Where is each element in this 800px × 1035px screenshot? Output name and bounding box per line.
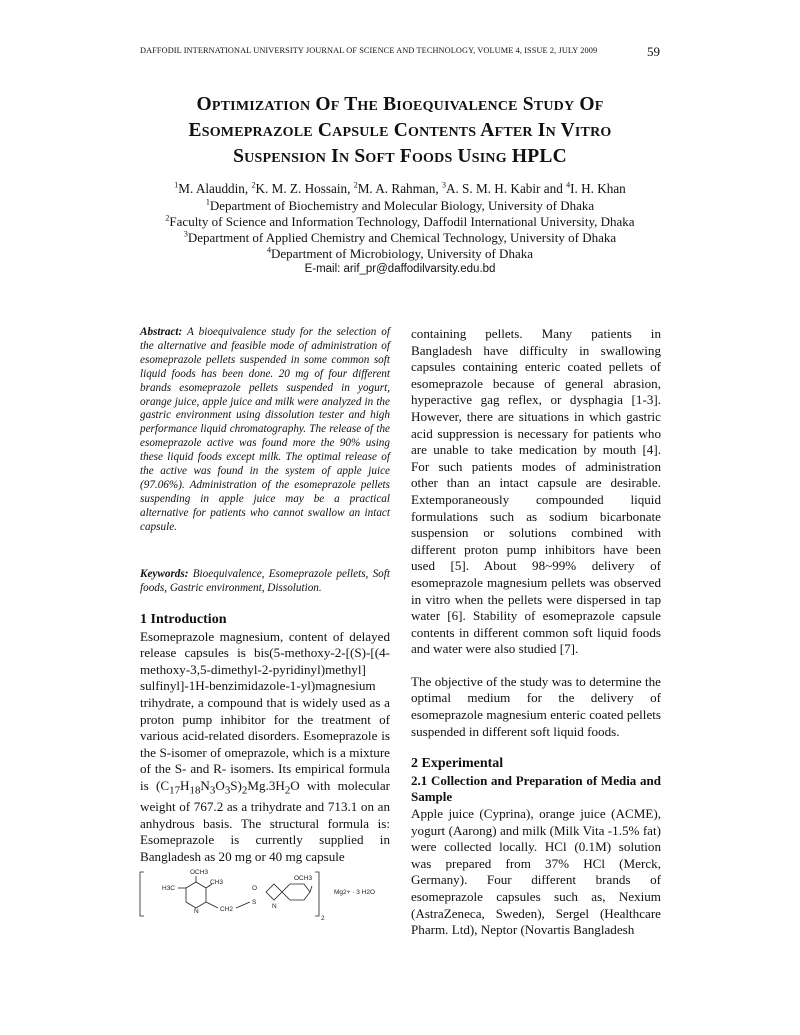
section-heading: 1 Introduction <box>140 612 227 627</box>
affiliation-text: Department of Biochemistry and Molecular Biology, University of Dhaka <box>209 198 595 213</box>
right-column <box>411 326 661 939</box>
formula-label: OCH3 <box>294 875 313 882</box>
author-name: I. H. Khan <box>570 181 626 196</box>
affiliation-sup: 4 <box>267 245 271 255</box>
affiliation <box>100 214 700 231</box>
formula-label: 2 <box>321 915 325 922</box>
author-sup: 2 <box>251 180 256 190</box>
formula-sub: 3 <box>224 784 231 797</box>
affiliation-sup: 1 <box>205 197 210 207</box>
formula-label: Mg2+ · 3 H2O <box>334 889 376 896</box>
abstract <box>140 326 390 535</box>
intro-text: O with molecular weight of 767.2 as a trihydrate and 713.1 on an anhydrous basis. The structural formula is: Esomeprazole is currently supplied in Bangladesh as 20 mg or 40 mg capsule <box>140 777 390 864</box>
author-list <box>100 181 700 197</box>
affiliation <box>100 198 700 215</box>
abstract-text: A bioequivalence study for the selection of the alternative and feasible mode of administration of esomeprazole pellets suspended in some common soft liquid foods has been done. 20 mg of four different brands esomeprazole pellets suspended in yogurt, orange juice, apple juice and milk were analyzed in the gastric environment using dissolution tester and high performance liquid chromatography. The release of the esomeprazole active was found more the 90% using these liquid foods except milk. The optimal release of the active was found in the system of apple juice (97.06%). Administration of the esomeprazole pellets suspending in apple juice may be a practical alternative for patients who cannot swallow an intact capsule. <box>140 326 390 533</box>
paper-title <box>100 92 700 170</box>
formula-label: H3C <box>162 885 176 892</box>
abstract-label: Abstract: <box>140 326 183 338</box>
intro-text: Mg.3H <box>247 777 285 793</box>
contact-email: E-mail: arif_pr@daffodilvarsity.edu.bd <box>304 263 496 275</box>
title-line: Suspension In Soft Foods Using HPLC <box>233 146 567 167</box>
intro-paragraph <box>140 629 390 866</box>
page-number: 59 <box>647 44 660 59</box>
formula-label: OCH3 <box>190 869 209 876</box>
formula-label: N <box>272 903 277 910</box>
author-name: A. S. M. H. Kabir and <box>445 181 567 196</box>
title-line: Esomeprazole Capsule Contents After In Vitro <box>188 120 612 141</box>
author-sup: 2 <box>353 180 358 190</box>
subsection-heading: 2.1 Collection and Preparation of Media and Sample <box>411 772 661 805</box>
author-name: M. A. Rahman, <box>357 181 442 196</box>
author-name: K. M. Z. Hossain, <box>255 181 354 196</box>
intro-section <box>140 612 390 866</box>
affiliation <box>100 246 700 263</box>
body-paragraph: The objective of the study was to determine the optimal medium for the delivery of esomeprazole magnesium enteric coated pellets suspended in different soft liquid foods. <box>411 673 661 739</box>
formula-sub: 17 <box>169 784 181 797</box>
formula-sub: 3 <box>209 784 216 797</box>
author-sup: 3 <box>441 180 446 190</box>
body-paragraph: Apple juice (Cyprina), orange juice (ACME), yogurt (Aarong) and milk (Milk Vita -1.5% fat) were collected locally. HCl (0.1M) solution was prepared from 37% HCl (Merck, Germany). Four different brands of esomeprazole capsules such as, Nexium (AstraZeneca, Sweden), Sergel (Healthcare Pharm. Ltd), Neptor (Novartis Bangladesh <box>411 806 661 938</box>
section-heading: 2 Experimental <box>411 756 504 772</box>
formula-text: H <box>180 777 190 793</box>
formula-label: S <box>252 899 257 906</box>
structural-formula <box>138 866 400 922</box>
keywords-label: Keywords: <box>140 568 189 580</box>
formula-label: CH2 <box>220 906 234 913</box>
formula-label: O <box>252 885 258 892</box>
keywords <box>140 568 390 596</box>
formula-sub: 2 <box>284 784 291 797</box>
formula-text: O <box>215 777 225 793</box>
author-name: M. Alauddin, <box>178 181 252 196</box>
author-sup: 1 <box>174 180 179 190</box>
formula-text: N <box>200 777 210 793</box>
affiliation-text: Department of Applied Chemistry and Chemical Technology, University of Dhaka <box>187 230 617 245</box>
affiliation-sup: 2 <box>165 213 170 223</box>
formula-label: CH3 <box>210 879 224 886</box>
formula-text: S) <box>230 777 242 793</box>
affiliation-text: Faculty of Science and Information Technology, Daffodil International University, Dhaka <box>169 214 635 229</box>
affiliation <box>100 230 700 247</box>
formula-sub: 18 <box>189 784 201 797</box>
running-header: DAFFODIL INTERNATIONAL UNIVERSITY JOURNAL OF SCIENCE AND TECHNOLOGY, VOLUME 4, ISSUE 2, JULY 2009 <box>140 46 598 55</box>
formula-label: N <box>194 908 199 915</box>
title-line: Optimization Of The Bioequivalence Study Of <box>196 94 604 115</box>
body-paragraph: containing pellets. Many patients in Bangladesh have difficulty in swallowing capsules containing enteric coated pellets of esomeprazole because of general abrasion, hyperactive gag reflex, or dysphagia [1-3]. However, there are situations in which gastric acid suppression is necessary for patients who are unable to take medication by mouth [4]. For such patients modes of administration other than an intact capsule are desirable. Extemporaneously compounded liquid formulations such as sodium bicarbonate suspension or solutions combined with different proton pump inhibitors have been used [5]. About 98~99% delivery of esomeprazole magnesium pellets was observed in vitro when the pellets were dispersed in tap water [6]. Stability of esomeprazole capsule contents in different common soft liquid foods and water were also studied [7]. <box>411 326 661 657</box>
keywords-text: Bioequivalence, Esomeprazole pellets, Soft foods, Gastric environment, Dissolution. <box>140 568 390 594</box>
formula-sub: 2 <box>241 784 248 797</box>
author-sup: 4 <box>566 180 571 190</box>
intro-text: Esomeprazole magnesium, content of delayed release capsules is bis(5-methoxy-2-[(S)-[(4-methoxy-3,5-dimethyl-2-pyridinyl)methyl] sulfinyl]-1H-benzimidazole-1-yl)magnesium trihydrate, a compound that is widely used as a proton pump inhibitor for the treatment of various acid-related disorders. Esomeprazole is the S-isomer of omeprazole, which is a mixture of the S- and R- isomers. Its empirical formula is (C <box>140 628 390 793</box>
affiliation-text: Department of Microbiology, University of Dhaka <box>271 246 533 261</box>
affiliation-sup: 3 <box>183 229 188 239</box>
